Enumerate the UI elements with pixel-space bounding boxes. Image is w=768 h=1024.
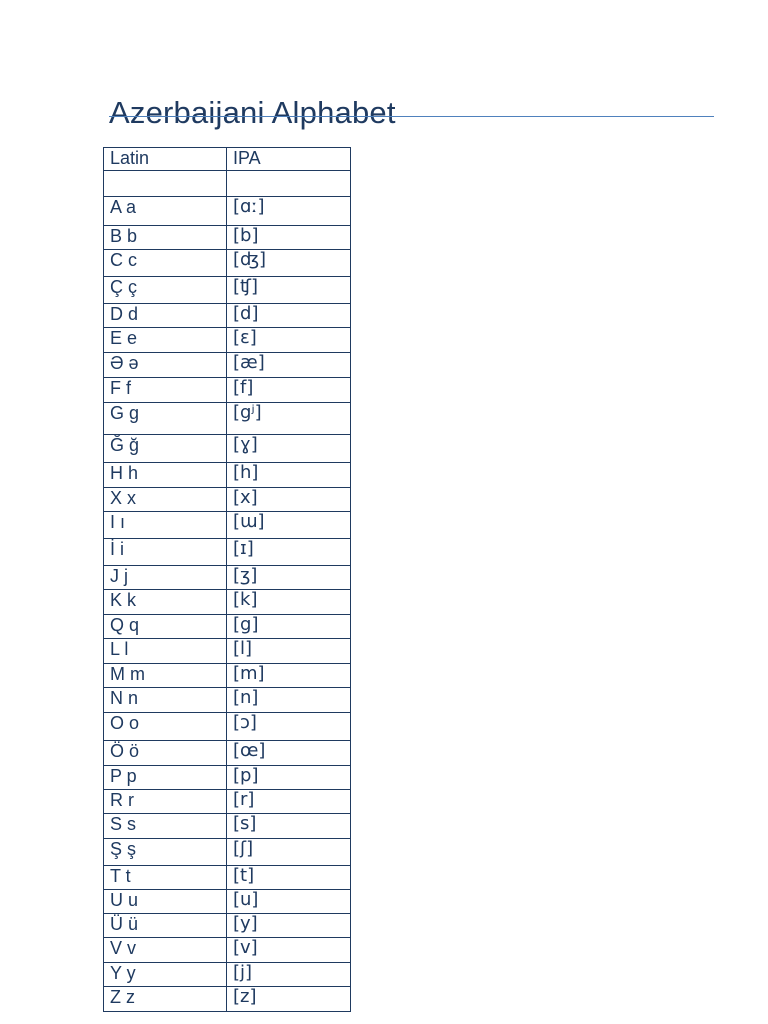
ipa-cell: [œ] [227,741,351,766]
table-row [104,378,351,403]
ipa-cell: [ʤ] [227,250,351,277]
ipa-cell: [n] [227,688,351,713]
title-divider [109,116,714,117]
table-row [104,839,351,866]
table-row [104,463,351,488]
table-row [104,866,351,890]
latin-cell: M m [104,664,227,688]
ipa-cell: [p] [227,766,351,790]
latin-cell: N n [104,688,227,713]
latin-cell: A a [104,197,227,226]
ipa-cell: [ɛ] [227,328,351,353]
latin-cell: Q q [104,615,227,639]
latin-cell: Z z [104,987,227,1012]
latin-cell: Ə ə [104,353,227,378]
table-row [104,512,351,539]
table-row [104,197,351,226]
table-row [104,766,351,790]
table-row [104,171,351,197]
latin-cell: S s [104,814,227,839]
table-row [104,304,351,328]
latin-cell: R r [104,790,227,814]
ipa-cell: [r] [227,790,351,814]
ipa-cell: [ʒ] [227,566,351,590]
latin-cell: Ö ö [104,741,227,766]
table-row [104,539,351,566]
table-row [104,713,351,741]
ipa-cell: [z] [227,987,351,1012]
table-header-row [104,148,351,171]
table-row [104,938,351,963]
table-row [104,914,351,938]
latin-cell: P p [104,766,227,790]
ipa-cell: [ɣ] [227,435,351,463]
latin-cell: E e [104,328,227,353]
ipa-cell: [h] [227,463,351,488]
table-row [104,664,351,688]
page-title: Azerbaijani Alphabet [109,94,396,130]
table-row [104,435,351,463]
ipa-cell: [x] [227,488,351,512]
latin-cell: I ı [104,512,227,539]
ipa-cell: [t] [227,866,351,890]
ipa-cell: [m] [227,664,351,688]
latin-cell: B b [104,226,227,250]
latin-cell: D d [104,304,227,328]
ipa-cell: [ɑː] [227,197,351,226]
ipa-cell: [b] [227,226,351,250]
table-row [104,566,351,590]
table-row [104,250,351,277]
table-row [104,615,351,639]
latin-cell: T t [104,866,227,890]
latin-cell: Ç ç [104,277,227,304]
ipa-cell: [g] [227,615,351,639]
ipa-cell: [u] [227,890,351,914]
table-row [104,353,351,378]
table-row [104,403,351,435]
latin-cell: İ i [104,539,227,566]
ipa-cell: [d] [227,304,351,328]
table-row [104,277,351,304]
table-row [104,890,351,914]
latin-cell: G g [104,403,227,435]
table-row [104,226,351,250]
table-row [104,328,351,353]
table-row [104,741,351,766]
ipa-cell: [f] [227,378,351,403]
table-row [104,488,351,512]
latin-cell: H h [104,463,227,488]
latin-cell: L l [104,639,227,664]
latin-cell: J j [104,566,227,590]
latin-cell: O o [104,713,227,741]
alphabet-table [103,147,351,1012]
table-row [104,590,351,615]
ipa-cell: [ɔ] [227,713,351,741]
latin-cell: C c [104,250,227,277]
ipa-cell: [ɯ] [227,512,351,539]
latin-cell: K k [104,590,227,615]
latin-cell: Ş ş [104,839,227,866]
latin-cell: Y y [104,963,227,987]
ipa-cell: [gʲ] [227,403,351,435]
column-header-latin: Latin [104,148,227,171]
latin-cell: U u [104,890,227,914]
ipa-cell: [y] [227,914,351,938]
latin-cell: V v [104,938,227,963]
table-row [104,639,351,664]
latin-cell: F f [104,378,227,403]
column-header-ipa: IPA [227,148,351,171]
ipa-cell: [j] [227,963,351,987]
table-row [104,688,351,713]
table-row [104,987,351,1012]
ipa-cell: [k] [227,590,351,615]
ipa-cell [227,171,351,197]
ipa-cell: [s] [227,814,351,839]
ipa-cell: [v] [227,938,351,963]
latin-cell [104,171,227,197]
latin-cell: Ü ü [104,914,227,938]
latin-cell: Ğ ğ [104,435,227,463]
table-row [104,963,351,987]
table-row [104,814,351,839]
latin-cell: X x [104,488,227,512]
ipa-cell: [ɪ] [227,539,351,566]
ipa-cell: [l] [227,639,351,664]
ipa-cell: [æ] [227,353,351,378]
ipa-cell: [ʧ] [227,277,351,304]
table-row [104,790,351,814]
ipa-cell: [ʃ] [227,839,351,866]
